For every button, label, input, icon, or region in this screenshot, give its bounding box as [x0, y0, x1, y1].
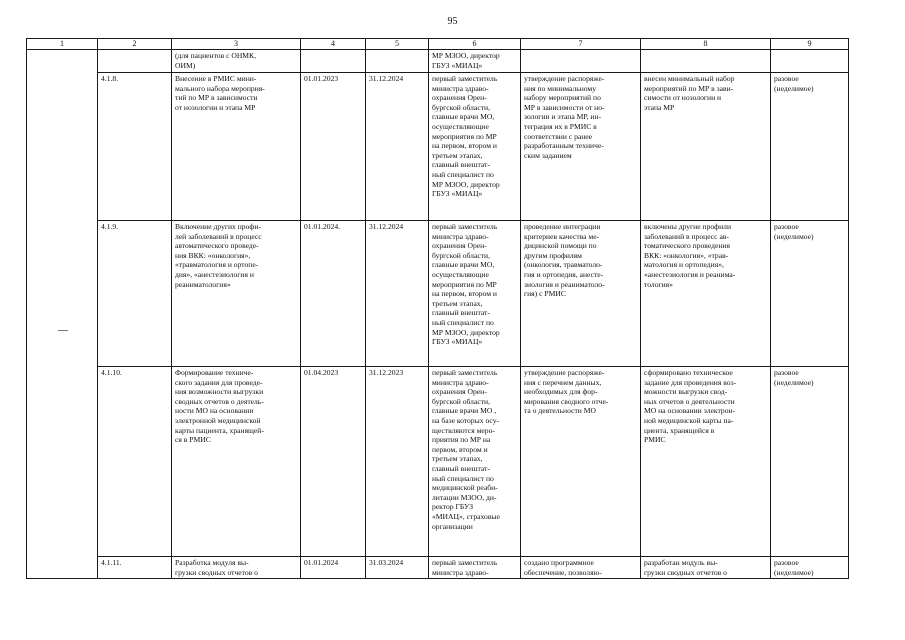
item-description: создано программное обеспечение, позволяю-: [521, 557, 641, 579]
item-end-date: 31.12.2023: [366, 367, 429, 557]
item-activity: Разработка модуля вы- грузки сводных отчетов о: [172, 557, 301, 579]
item-number: 4.1.10.: [98, 367, 172, 557]
item-activity: Включение других профи- лей заболеваний в процесс автоматического проведе- ния ВКК: «онкология», «травматология и ортопе- дия», «анестезиология и реаниматология»: [172, 221, 301, 367]
item-type: разовое (неделимое): [771, 73, 849, 221]
item-end-date: [366, 50, 429, 73]
item-result: включены другие профили заболеваний в процесс ав- томатического проведения ВКК: «онкология», «трав- матология и ортопедия», «анестезиология и реанима- тология»: [641, 221, 771, 367]
item-responsible: МР МЗОО, директор ГБУЗ «МИАЦ»: [429, 50, 521, 73]
table-row-4-1-8: [27, 73, 849, 221]
item-type: разовое (неделимое): [771, 221, 849, 367]
table-row-4-1-10: [27, 367, 849, 557]
item-description: утверждение распоряже- ния с перечнем данных, необходимых для фор- мирования сводного отче- та о деятельности МО: [521, 367, 641, 557]
item-result: разработан модуль вы- грузки сводных отчетов о: [641, 557, 771, 579]
item-number: [98, 50, 172, 73]
plan-table: [26, 38, 849, 579]
item-description: [521, 50, 641, 73]
page-number: 95: [447, 16, 458, 27]
item-start-date: 01.04.2023: [301, 367, 366, 557]
column-number-row: [27, 39, 849, 50]
column-number-6: 6: [429, 39, 521, 50]
item-type: разовое (неделимое): [771, 367, 849, 557]
item-responsible: первый заместитель министра здраво-: [429, 557, 521, 579]
column-number-4: 4: [301, 39, 366, 50]
item-result: внесен минимальный набор мероприятий по МР в зави- симости от нозологии и этапа МР: [641, 73, 771, 221]
item-description: утверждение распоряже- ния по минимальному набору мероприятий по МР в зависимости от но- зологии и этапа МР, ин- теграция их в РМИС в соответствии с ранее разработанным техниче- ским заданием: [521, 73, 641, 221]
item-responsible: первый заместитель министра здраво- охранения Орен- бургской области, главные врачи МО , на базе которых осу- ществляются меро- приятия по МР на первом, втором и третьем этапах, главный внештат- ный специалист по медицинской реаби- литации МЗОО, ди- ректор ГБУЗ «МИАЦ», страховые организации: [429, 367, 521, 557]
item-activity: (для пациентов с ОНМК, ОИМ): [172, 50, 301, 73]
item-end-date: 31.03.2024: [366, 557, 429, 579]
item-start-date: 01.01.2023: [301, 73, 366, 221]
item-start-date: 01.01.2024: [301, 557, 366, 579]
table-row-4-1-9: [27, 221, 849, 367]
table-row-4-1-11: [27, 557, 849, 579]
item-description: проведение интеграции критериев качества ме- дицинской помощи по другим профилям (онкология, травматоло- гия и ортопедия, анесте- зиология и реаниматоло- гия) с РМИС: [521, 221, 641, 367]
column-number-1: 1: [27, 39, 98, 50]
item-number: 4.1.8.: [98, 73, 172, 221]
item-responsible: первый заместитель министра здраво- охранения Орен- бургской области, главные врачи МО, осуществляющие мероприятия по МР на первом, втором и третьем этапах, главный внештат- ный специалист по МР МЗОО, директор ГБУЗ «МИАЦ»: [429, 73, 521, 221]
item-type: [771, 50, 849, 73]
column-number-2: 2: [98, 39, 172, 50]
item-type: разовое (неделимое): [771, 557, 849, 579]
table-row-continuation: [27, 50, 849, 73]
section-cell: [27, 50, 98, 579]
item-result: [641, 50, 771, 73]
item-start-date: 01.01.2024.: [301, 221, 366, 367]
item-end-date: 31.12.2024: [366, 73, 429, 221]
item-number: 4.1.9.: [98, 221, 172, 367]
item-end-date: 31.12.2024: [366, 221, 429, 367]
item-result: сформировано техническое задание для проведения воз- можности выгрузки свод- ных отчетов о деятельности МО на основании электрон- ной медицинской карты па- циента, хранящейся в РМИС: [641, 367, 771, 557]
column-number-3: 3: [172, 39, 301, 50]
item-activity: Формирование техниче- ского задания для проведе- ния возможности выгрузки сводных отчетов о деятель- ности МО на основании электронной медицинской карты пациента, хранящей- ся в РМИС: [172, 367, 301, 557]
item-responsible: первый заместитель министра здраво- охранения Орен- бургской области, главные врачи МО, осуществляющие мероприятия по МР на первом, втором и третьем этапах, главный внештат- ный специалист по МР МЗОО, директор ГБУЗ «МИАЦ»: [429, 221, 521, 367]
column-number-5: 5: [366, 39, 429, 50]
item-start-date: [301, 50, 366, 73]
column-number-8: 8: [641, 39, 771, 50]
column-number-9: 9: [771, 39, 849, 50]
item-number: 4.1.11.: [98, 557, 172, 579]
item-activity: Внесение в РМИС мини- мального набора мероприя- тий по МР в зависимости от нозологии и этапа МР: [172, 73, 301, 221]
column-number-7: 7: [521, 39, 641, 50]
